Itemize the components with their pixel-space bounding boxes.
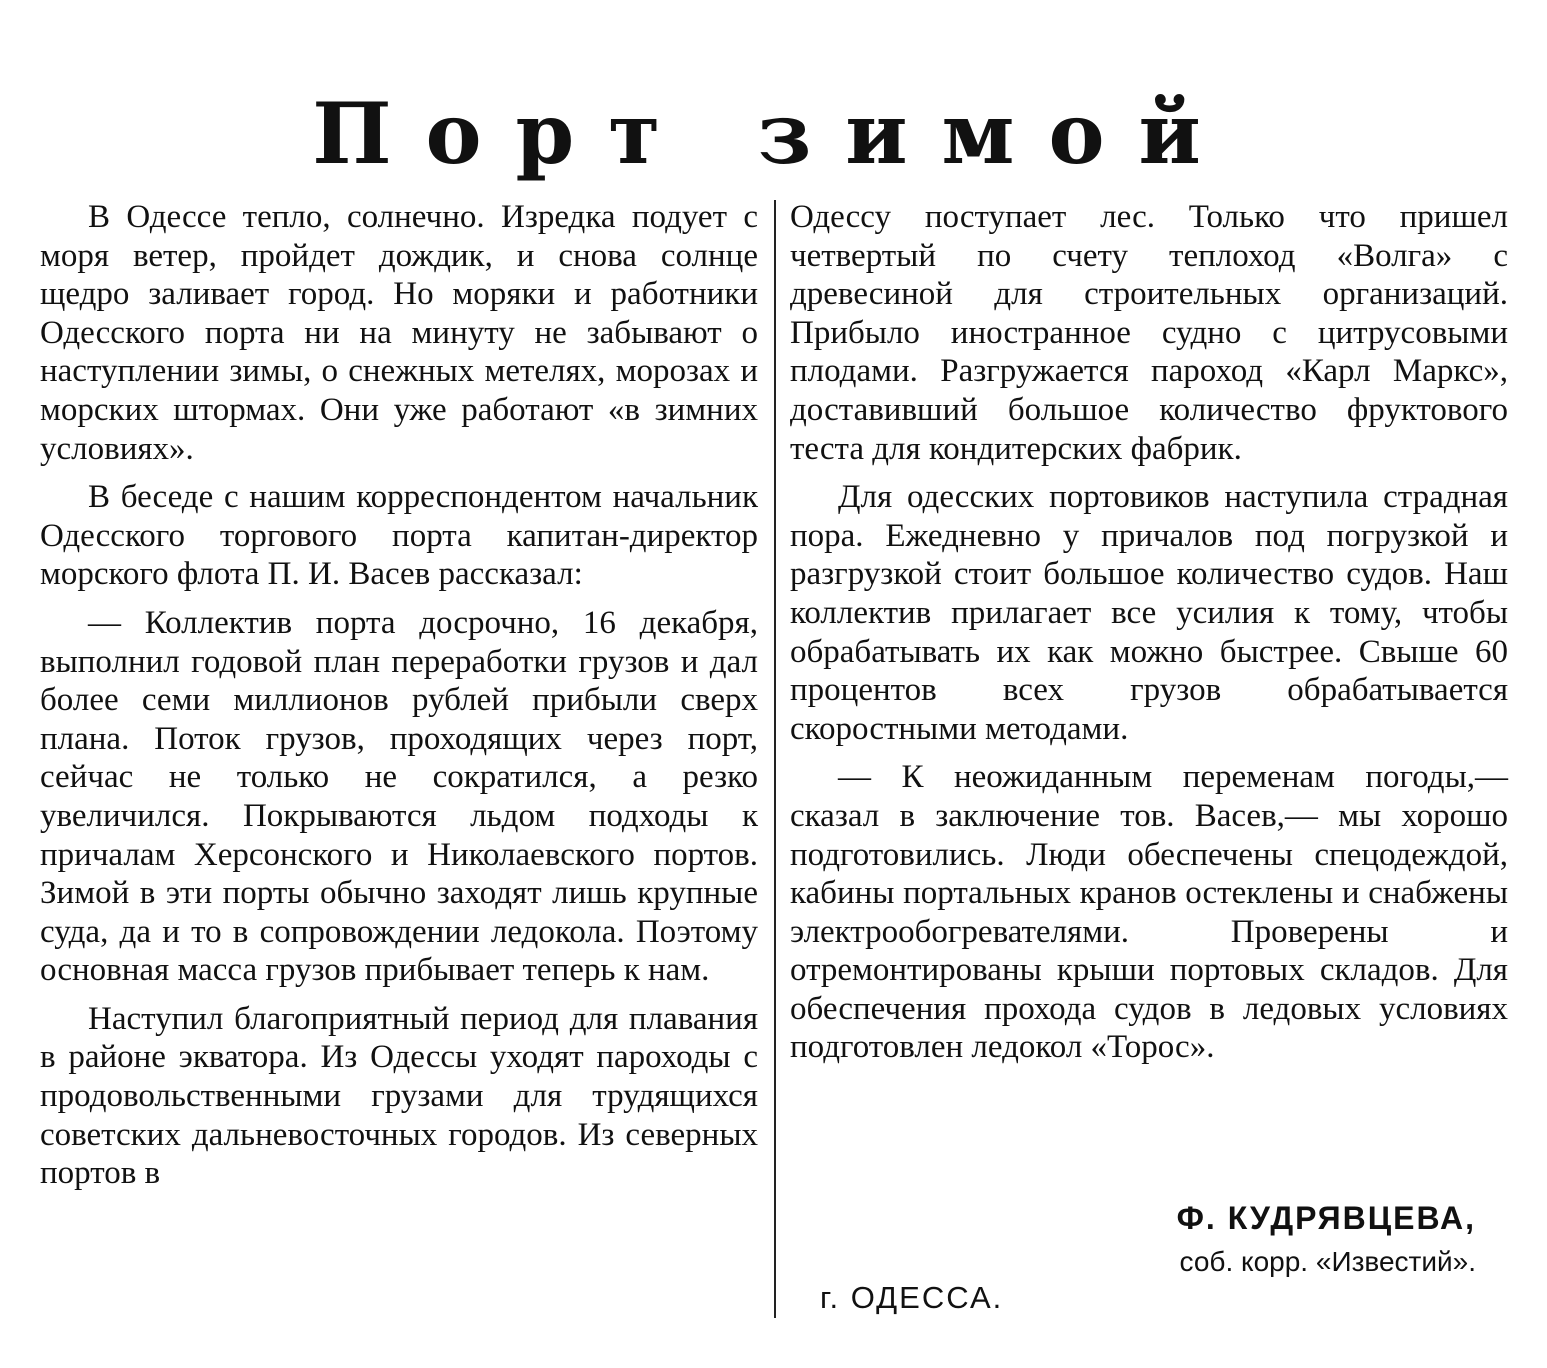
paragraph: В беседе с нашим корреспондентом начальник Одесского торгового порта капитан-директор морского флота П. И. Васев рассказал: [40,479,758,593]
dateline-city: г. ОДЕССА. [820,1280,1004,1315]
paragraph: Наступил благоприятный период для плавания в районе экватора. Из Одессы уходят пароходы с продовольственными грузами для трудящихся советских дальневосточных городов. Из северных портов в [40,1000,758,1192]
author-name: Ф. КУДРЯВЦЕВА, [1176,1200,1476,1236]
left-column [40,198,758,1203]
paragraph: Для одесских портовиков наступила страдная пора. Ежедневно у причалов под погрузкой и разгрузкой стоит большое количество судов. Наш коллектив прилагает все усилия к тому, чтобы обрабатывать их как можно быстрее. Свыше 60 процентов всех грузов обрабатывается скоростными методами. [790,479,1508,747]
paragraph: — К неожиданным переменам погоды,— сказал в заключение тов. Васев,— мы хорошо подготовились. Люди обеспечены спецодеждой, кабины портальных кранов остеклены и снабжены электрообогревателями. Проверены и отремонтированы крыши портовых складов. Для обеспечения прохода судов в ледовых условиях подготовлен ледокол «Торос». [790,759,1508,1066]
paragraph: — Коллектив порта досрочно, 16 декабря, выполнил годовой план переработки грузов и дал более семи миллионов рублей прибыли сверх плана. Поток грузов, проходящих через порт, сейчас не только не сократился, а резко увеличился. Покрываются льдом подходы к причалам Херсонского и Николаевского портов. Зимой в эти порты обычно заходят лишь крупные суда, да и то в сопровождении ледокола. Поэтому основная масса грузов прибывает теперь к нам. [40,604,758,989]
paragraph: В Одессе тепло, солнечно. Изредка подует с моря ветер, пройдет дождик, и снова солнце щедро заливает город. Но моряки и работники Одесского порта ни на минуту не забывают о наступлении зимы, о снежных метелях, морозах и морских штормах. Они уже работают «в зимних условиях». [40,199,758,467]
right-column [790,198,1508,1077]
paragraph: Одессу поступает лес. Только что пришел четвертый по счету теплоход «Волга» с древесиной для строительных организаций. Прибыло иностранное судно с цитрусовыми плодами. Разгружается пароход «Карл Маркс», доставивший большое количество фруктового теста для кондитерских фабрик. [790,199,1508,467]
author-role: соб. корр. «Известий». [1179,1246,1476,1277]
article-title: Порт зимой [312,84,1235,183]
column-divider [774,200,776,1318]
